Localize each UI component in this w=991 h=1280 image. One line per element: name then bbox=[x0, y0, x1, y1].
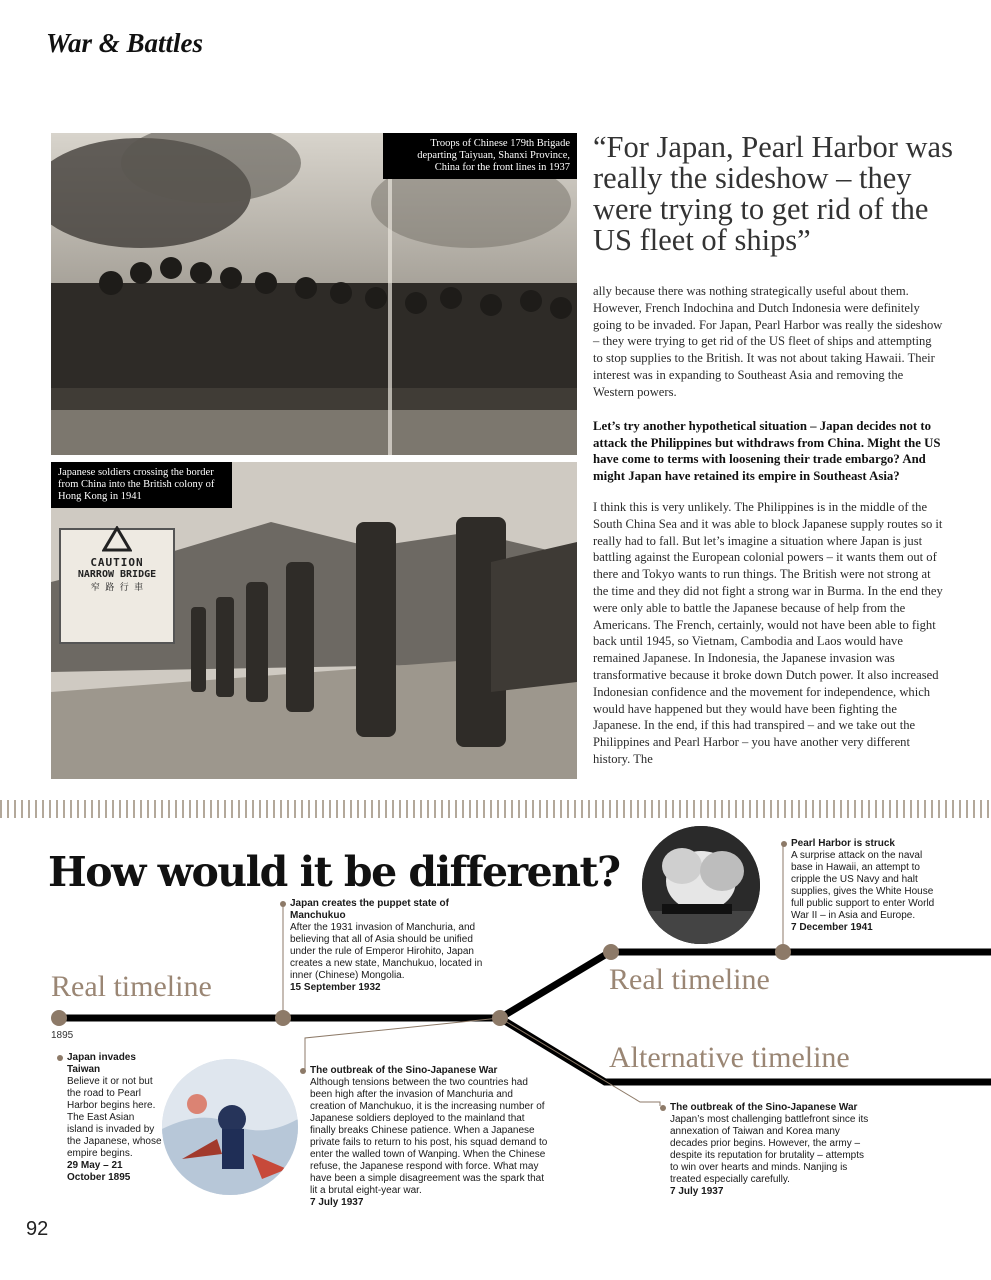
node-1895 bbox=[51, 1010, 67, 1026]
pull-quote: “For Japan, Pearl Harbor was really the sideshow – they were trying to get rid of the US fleet of ships” bbox=[593, 130, 953, 257]
timeline-title: How would it be different? bbox=[48, 848, 620, 896]
bottom-photo-caption: Japanese soldiers crossing the border from China into the British colony of Hong Kong in 1941 bbox=[51, 462, 232, 508]
event-bullet-icon bbox=[300, 1068, 306, 1074]
event-taiwan-date: 29 May – 21 October 1895 bbox=[67, 1160, 131, 1183]
tick-divider bbox=[0, 800, 991, 818]
real-timeline-label-right: Real timeline bbox=[609, 963, 770, 996]
interview-question: Let’s try another hypothetical situation – Japan decides not to attack the Philippines but withdraws from China. Might the US have come to terms with loosening their trade embargo? And might Japan have retained its empire in Southeast Asia? bbox=[593, 419, 941, 483]
battle-painting bbox=[162, 1059, 298, 1195]
event-bullet-icon bbox=[280, 901, 286, 907]
event-manchukuo-date: 15 September 1932 bbox=[290, 982, 381, 993]
section-title: War & Battles bbox=[46, 28, 204, 58]
node-1932 bbox=[275, 1010, 291, 1026]
event-manchukuo bbox=[290, 898, 485, 994]
event-pearl-title: Pearl Harbor is struck bbox=[791, 838, 895, 849]
event-bullet-icon bbox=[57, 1055, 63, 1061]
event-bullet-icon bbox=[781, 841, 787, 847]
pearl-harbor-image bbox=[642, 826, 760, 944]
body-paragraph-1: ally because there was nothing strategically useful about them. However, French Indochina and Dutch Indonesia were definitely going to be invaded. For Japan, Pearl Harbor was really the sideshow – they were trying to get rid of the US fleet of ships and attempting to stop supplies to the British. It was not about taking Hawaii. Their interest was in expanding to Southeast Asia and removing the Western powers. bbox=[593, 284, 943, 399]
event-sino-alt-date: 7 July 1937 bbox=[670, 1186, 724, 1197]
train-troops-image bbox=[51, 133, 577, 455]
start-year: 1895 bbox=[51, 1030, 74, 1041]
event-pearl-text: A surprise attack on the naval base in Hawaii, an attempt to cripple the US Navy and halt supplies, gives the White House full public support to enter World War II – in Asia and Europe. bbox=[791, 850, 935, 921]
sino-japanese-painting bbox=[162, 1059, 298, 1195]
event-sino-alt-title: The outbreak of the Sino-Japanese War bbox=[670, 1102, 858, 1113]
real-timeline-label-left: Real timeline bbox=[51, 970, 212, 1003]
sign-caution: CAUTION bbox=[90, 556, 144, 569]
event-sino-real bbox=[310, 1065, 550, 1209]
event-sino-real-title: The outbreak of the Sino-Japanese War bbox=[310, 1065, 498, 1076]
node-real-1937 bbox=[603, 944, 619, 960]
pearl-harbor-explosion bbox=[642, 826, 760, 944]
event-taiwan bbox=[67, 1052, 162, 1184]
warning-triangle-icon bbox=[102, 526, 132, 552]
event-taiwan-text: Believe it or not but the road to Pearl Harbor begins here. The East Asian island is invaded by the Japanese, whose empire begins. bbox=[67, 1076, 162, 1159]
page-number: 92 bbox=[26, 1218, 49, 1240]
node-1941 bbox=[775, 944, 791, 960]
event-pearl-date: 7 December 1941 bbox=[791, 922, 873, 933]
event-sino-real-text: Although tensions between the two countries had been high after the invasion of Manchuria and creation of Manchukuo, it is the increasing number of Japanese soldiers deployed to the mainland that finally breaks Chinese patience. When a Japanese private fails to return to his post, his squad demand to enter the walled town of Wanping. When the Chinese refuse, the Japanese respond with force. What may have been a simple disagreement was the spark that lit a brutal eight-year war. bbox=[310, 1077, 548, 1196]
event-bullet-icon bbox=[660, 1105, 666, 1111]
event-manchukuo-title: Japan creates the puppet state of Manchukuo bbox=[290, 898, 449, 921]
sign-narrow-bridge: NARROW BRIDGE bbox=[77, 569, 157, 580]
train-troops-photo bbox=[51, 133, 577, 455]
event-sino-alt bbox=[670, 1102, 870, 1198]
top-photo-caption: Troops of Chinese 179th Brigade departing Taiyuan, Shanxi Province, China for the front lines in 1937 bbox=[383, 133, 577, 179]
event-sino-real-date: 7 July 1937 bbox=[310, 1197, 364, 1208]
body-paragraph-2: I think this is very unlikely. The Philippines is in the middle of the South China Sea and it was able to block Japanese supply routes so it really had to fall. But let’s imagine a situation where Japan is just battling against the European colonial powers – it wants them out of there and Tokyo wants to run things. The British were not strong at the time and they did not fight a strong war in Burma. In the end they were only able to battle the Japanese because of help from the Americans. The French, certainly, would not have been able to fight back until 1945, so Vietnam, Cambodia and Laos would have remained Japanese. In Indonesia, the Japanese invasion was transformative because it broke down Dutch power. It also increased Indonesian confidence and the movement for independence, which would have happened but they would have been fighting the Japanese. In the end, if this had transpired – and we take out the Philippines and Pearl Harbor – you have another very different history. The bbox=[593, 500, 943, 766]
caution-sign bbox=[59, 528, 175, 644]
sino-real-connector bbox=[305, 1018, 500, 1070]
alternative-timeline-label: Alternative timeline bbox=[609, 1041, 850, 1074]
event-sino-alt-text: Japan’s most challenging battlefront since its annexation of Taiwan and Korea many decades prior begins. However, the army – despite its reputation for brutality – attempts to win over hearts and minds. Nanjing is treated especially carefully. bbox=[670, 1114, 869, 1185]
node-1937-split bbox=[492, 1010, 508, 1026]
event-pearl-harbor bbox=[791, 838, 941, 934]
event-taiwan-title: Japan invades Taiwan bbox=[67, 1052, 136, 1075]
sign-chinese: 窄 路 行 車 bbox=[90, 583, 144, 593]
event-manchukuo-text: After the 1931 invasion of Manchuria, and believing that all of Asia should be unified under the rule of Emperor Hirohito, Japan creates a new state, Manchukuo, located in inner (Chinese) Mongolia. bbox=[290, 922, 483, 981]
